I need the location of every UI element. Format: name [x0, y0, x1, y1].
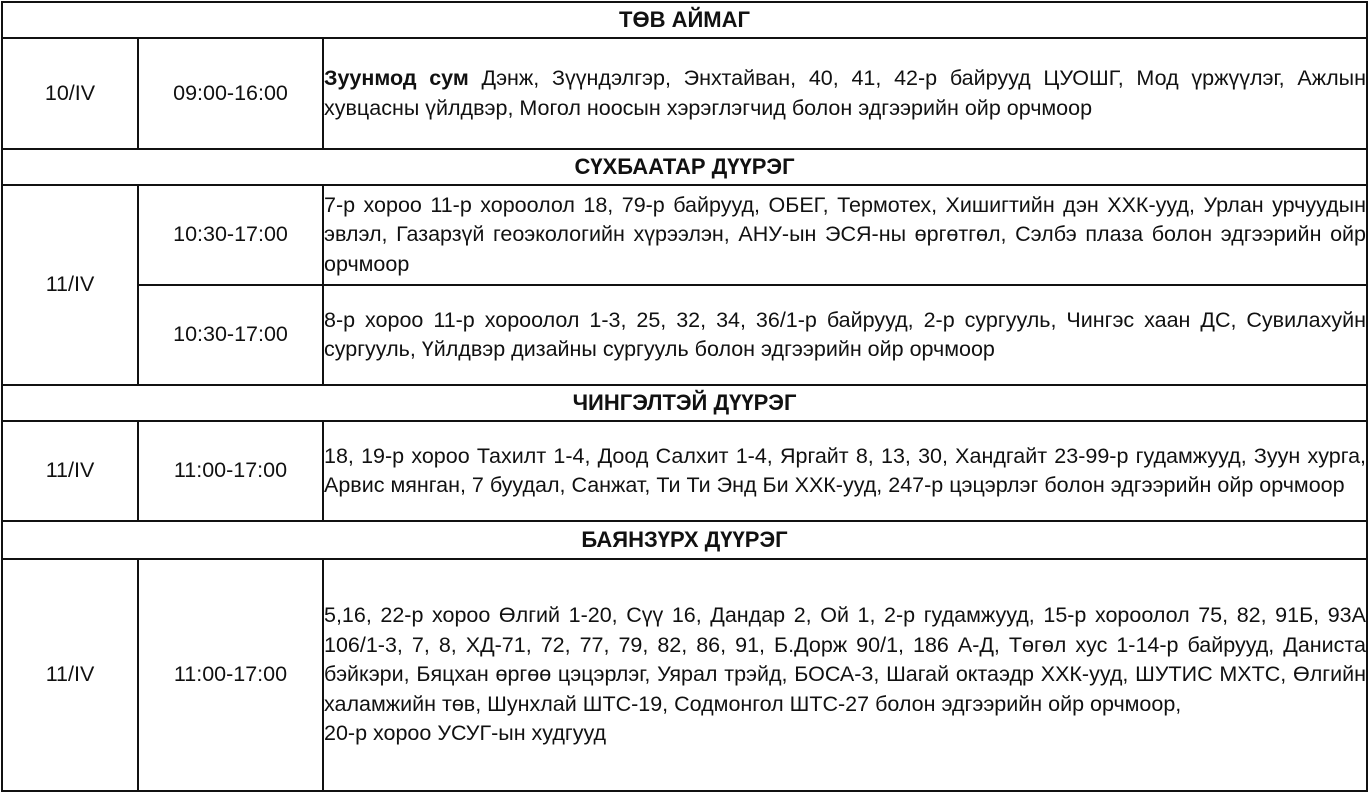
location-text: Дэнж, Зүүндэлгэр, Энхтайван, 40, 41, 42-р байрууд ЦУОШГ, Мод үржүүлэг, Ажлын хувцасны үйлдвэр, Могол ноосын хэрэглэгчид болон эдгээрийн ойр орчмоор	[324, 66, 1366, 120]
location-cell: 7-р хороо 11-р хороолол 18, 79-р байрууд, ОБЕГ, Термотех, Хишигтийн дэн ХХК-ууд, Урлан урчуудын эвлэл, Газарзүй геоэкологийн хүрээлэн, АНУ-ын ЭСЯ-ны өргөтгөл, Сэлбэ плаза болон эдгээрийн ойр орчмоор	[323, 185, 1367, 285]
date-cell: 11/IV	[2, 185, 138, 385]
location-cell: 18, 19-р хороо Тахилт 1-4, Доод Салхит 1-4, Яргайт 8, 13, 30, Хандгайт 23-99-р гудамжууд, Зуун хурга, Арвис мянган, 7 буудал, Санжат, Ти Ти Энд Би ХХК-ууд, 247-р цэцэрлэг болон эдгээрийн ойр орчмоор	[323, 421, 1367, 521]
time-cell: 11:00-17:00	[138, 559, 323, 791]
section-header-row	[2, 385, 1367, 421]
table-row	[2, 185, 1367, 285]
table-row	[2, 421, 1367, 521]
date-cell: 11/IV	[2, 421, 138, 521]
location-text: 5,16, 22-р хороо Өлгий 1-20, Сүү 16, Дандар 2, Ой 1, 2-р гудамжууд, 15-р хороолол 75, 82, 91Б, 93А 106/1-3, 7, 8, ХД-71, 72, 77, 79, 82, 86, 91, Б.Дорж 90/1, 186 А-Д, Төгөл хус 1-14-р байрууд, Даниста бэйкэри, Бяцхан өргөө цэцэрлэг, Уярал трэйд, БОСА-3, Шагай октаэдр ХХК-ууд, ШУТИС МХТС, Өлгийн халамжийн төв, Шунхлай ШТС-19, Содмонгол ШТС-27 болон эдгээрийн ойр орчмоор,	[324, 603, 1366, 716]
section-title: ЧИНГЭЛТЭЙ ДҮҮРЭГ	[2, 385, 1367, 421]
section-title: СҮХБААТАР ДҮҮРЭГ	[2, 149, 1367, 185]
time-cell: 10:30-17:00	[138, 285, 323, 385]
section-header-row	[2, 149, 1367, 185]
table-row	[2, 285, 1367, 385]
location-text-extra: 20-р хороо УСУГ-ын худгууд	[324, 721, 607, 746]
time-cell: 09:00-16:00	[138, 38, 323, 149]
location-lead: Зуунмод сум	[324, 66, 469, 90]
time-cell: 11:00-17:00	[138, 421, 323, 521]
location-cell: 8-р хороо 11-р хороолол 1-3, 25, 32, 34, 36/1-р байрууд, 2-р сургууль, Чингэс хаан ДС, Сувилахуйн сургууль, Үйлдвэр дизайны сургууль болон эдгээрийн ойр орчмоор	[323, 285, 1367, 385]
section-title: БАЯНЗҮРХ ДҮҮРЭГ	[2, 521, 1367, 559]
location-cell	[323, 559, 1367, 791]
section-title: ТӨВ АЙМАГ	[2, 2, 1367, 38]
date-cell: 11/IV	[2, 559, 138, 791]
date-cell: 10/IV	[2, 38, 138, 149]
power-outage-schedule-table	[1, 1, 1368, 792]
table-row	[2, 559, 1367, 791]
time-cell: 10:30-17:00	[138, 185, 323, 285]
location-cell	[323, 38, 1367, 149]
section-header-row	[2, 521, 1367, 559]
section-header-row	[2, 2, 1367, 38]
table-row	[2, 38, 1367, 149]
